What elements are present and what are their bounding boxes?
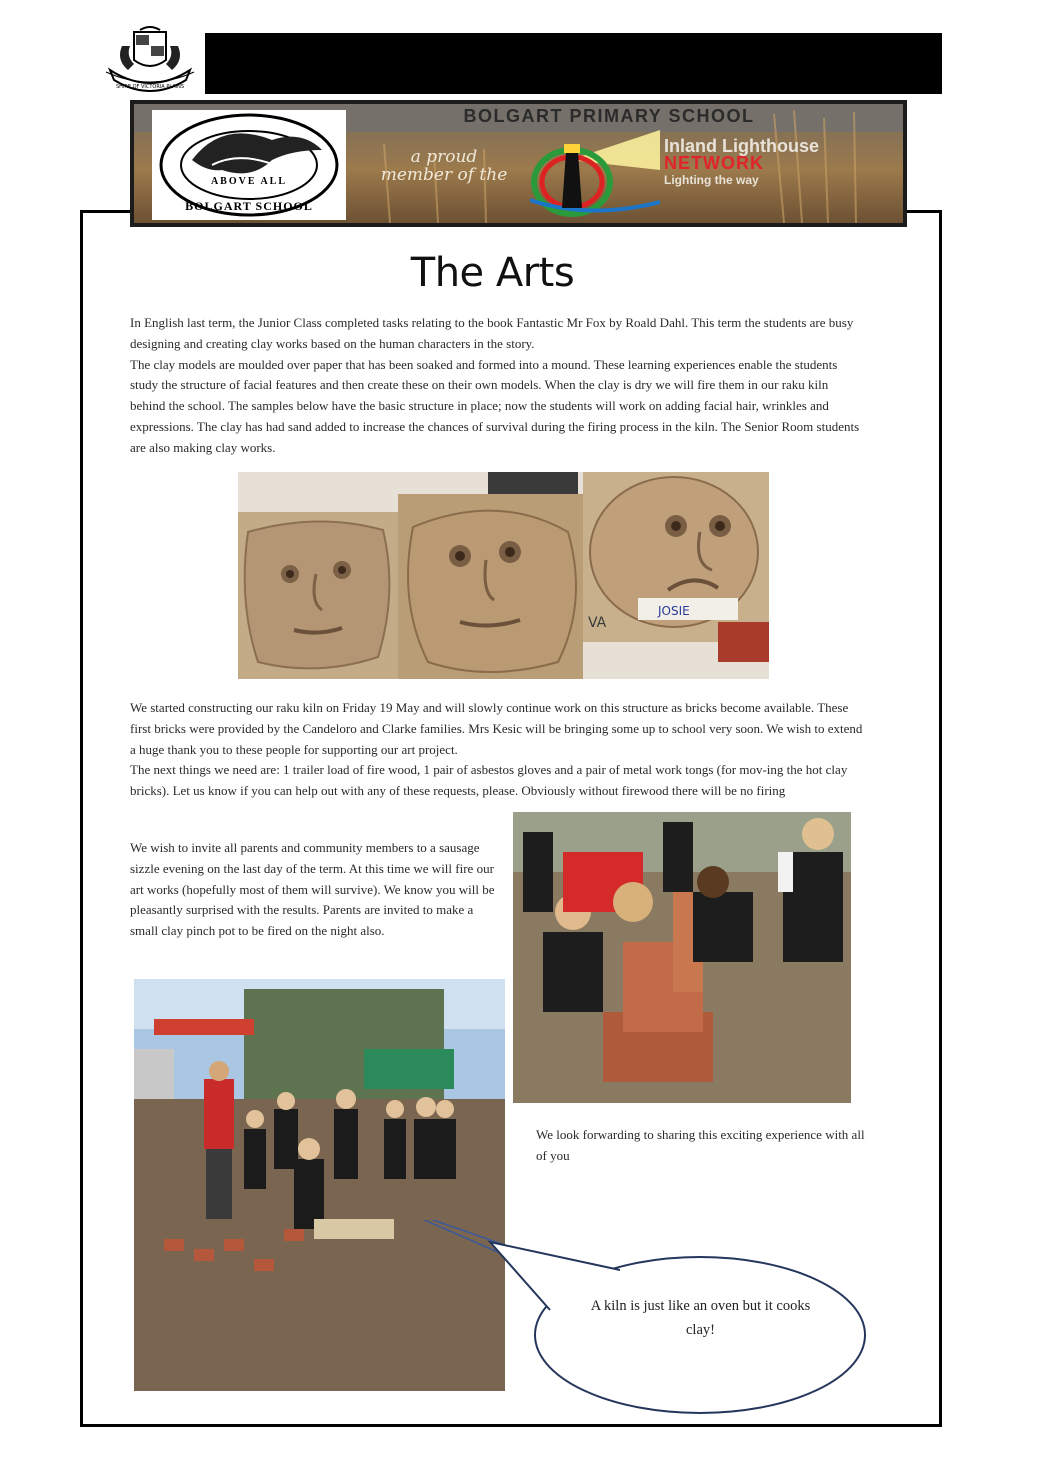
kiln-paragraph: We started constructing our raku kiln on Friday 19 May and will slowly continue work on this structure as bricks become available. These first bricks were provided by the Candeloro and Clarke families. Mrs Kesic will be bringing some up to school very soon. We wish to extend a huge thank you to these people for supporting our art project. The next things we need are: 1 trailer load of fire wood, 1 pair of asbestos gloves and a pair of metal work tongs (for mov-ing the hot clay bricks). Let us know if you can help out with any of these requests, please. Obviously without firewood there will be no firing (130, 700, 863, 799)
frame-top-right (907, 210, 939, 213)
school-banner (130, 100, 907, 227)
closing-paragraph: We look forwarding to sharing this exciting experience with all of you (536, 1127, 865, 1163)
network-logo-text: Inland Lighthouse NETWORK Lighting the way (664, 136, 819, 187)
header-black-bar (205, 33, 942, 94)
svg-text:JOSIE: JOSIE (658, 604, 690, 618)
svg-text:VA: VA (588, 615, 607, 631)
school-logo (152, 110, 346, 220)
banner-title: BOLGART PRIMARY SCHOOL (463, 106, 755, 126)
svg-text:SHIRE OF VICTORIA PLAINS: SHIRE OF VICTORIA PLAINS (115, 84, 185, 90)
page-title: The Arts (410, 250, 575, 296)
frame-top-left (80, 210, 130, 213)
shire-crest-icon (100, 26, 200, 92)
clay-faces-photo (238, 472, 769, 679)
invite-paragraph: We wish to invite all parents and community members to a sausage sizzle evening on the last day of the term. At this time we will fire our art works (hopefully most of them will survive). We know you will be pleasantly surprised with the results. Parents are invited to make a small clay pinch pot to be fired on the night also. (130, 840, 495, 939)
svg-text:ABOVE ALL: ABOVE ALL (210, 176, 288, 187)
svg-text:BOLGART SCHOOL: BOLGART SCHOOL (185, 199, 313, 213)
speech-bubble-text: A kiln is just like an oven but it cooks clay! (590, 1298, 811, 1338)
kiln-building-photo (513, 812, 851, 1103)
intro-paragraph: In English last term, the Junior Class completed tasks relating to the book Fantastic Mr Fox by Roald Dahl. This term the students are busy designing and creating clay works based on the human characters in the story. The clay models are moulded over paper that has been soaked and formed into a mound. These learning experiences enable the students study the structure of facial features and then create these on their own models. When the clay is dry we will fire them in our raku kiln behind the school. The samples below have the basic structure in place; now the students will work on adding facial hair, wrinkles and expressions. The clay has had sand added to increase the chances of survival during the firing process in the kiln. The Senior Room students are also making clay works. (130, 315, 860, 455)
banner-tagline: a proud member of the (380, 147, 508, 185)
lighthouse-icon (530, 130, 660, 218)
